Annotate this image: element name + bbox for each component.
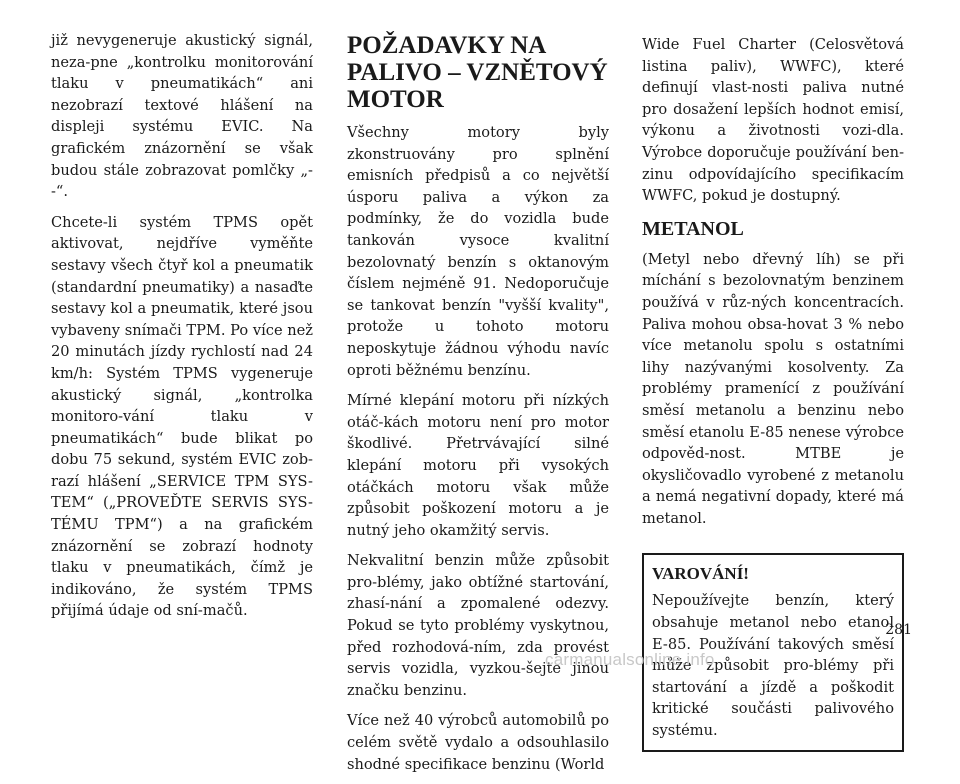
watermark: carmanualsonline.info [545,650,715,669]
column-right [642,34,904,752]
paragraph-wwfc-start: Více než 40 výrobců automobilů po celém světě vydalo a odsouhlasilo shodné specifikace benzinu (World [347,712,609,773]
paragraph-poor-gasoline: Nekvalitní benzin může způsobit pro-blémy, jako obtížné startování, zhasí-nání a zpomalené odezvy. Pokud se tyto problémy vyskytnou, před rozhodová-ním, zda provést servis vozidla, vyzkou-šejte jinou značku benzinu. [347,552,609,699]
heading-methanol: METANOL [642,217,744,240]
paragraph-wwfc-end: Wide Fuel Charter (Celosvětová listina paliv), WWFC), které definují vlast-nosti paliva nutné pro dosažení lepších hodnot emisí, výkonu a životnosti vozi-dla. Výrobce doporučuje používání ben-zinu odpovídajícího specifikacím WWFC, pokud je dostupný. [642,36,904,205]
page-number: 281 [885,622,912,638]
paragraph-engine-knock: Mírné klepání motoru při nízkých otáč-kách motoru není pro motor škodlivé. Přetrvávající silné klepání motoru při vysokých otáčkách motoru však může způsobit poškození motoru a je nutný jeho okamžitý servis. [347,392,609,539]
paragraph-tpms-disabled: již nevygeneruje akustický signál, neza-pne „kontrolku monitorování tlaku v pneumatikách“ ani nezobrazí textové hlášení na displeji systému EVIC. Na grafickém znázornění se však budou stále zobrazovat pomlčky „- -“. [51,32,313,201]
paragraph-methanol: (Metyl nebo dřevný líh) se při míchání s bezolovnatým benzinem používá v růz-ných koncentracích. Paliva mohou obsa-hovat 3 % nebo více metanolu spolu s ostatními lihy nazývanými kosolventy. Za problémy pramenící z používání směsí metanolu a benzinu nebo směsí etanolu E-85 nenese výrobce odpověd-nost. MTBE je okysličovadlo vyrobené z metanolu a nemá negativní dopady, které má metanol. [642,250,904,527]
heading-fuel-requirements: POŽADAVKY NA PALIVO – VZNĚTOVÝ MOTOR [347,32,608,113]
column-middle [347,30,609,784]
paragraph-tpms-reactivate: Chcete-li systém TPMS opět aktivovat, nejdříve vyměňte sestavy všech čtyř kol a pneumatik (standardní pneumatiky) a nasaďte sestavy kol a pneumatik, které jsou vybaveny snímači TPM. Po více než 20 minutách jízdy rychlostí nad 24 km/h: Systém TPMS vygeneruje akustický signál, „kontrolka monitoro-vání tlaku v pneumatikách“ bude blikat po dobu 75 sekund, systém EVIC zob-razí hlášení „SERVICE TPM SYS-TEM“ („PROVEĎTE SERVIS SYS-TÉMU TPM“) a na grafickém znázornění se zobrazí hodnoty tlaku v pneumatikách, čímž je indikováno, že systém TPMS přijímá údaje od sní-mačů. [51,213,313,620]
warning-text: Nepoužívejte benzín, který obsahuje metanol nebo etanol E-85. Používání takových směsí může způsobit pro-blémy při startování a jízdě a poškodit kritické součásti palivového systému. [652,592,894,740]
warning-title: VAROVÁNÍ! [652,564,749,584]
paragraph-fuel-octane: Všechny motory byly zkonstruovány pro splnění emisních předpisů a co největší úsporu paliva a výkon za podmínky, že do vozidla bude tankován vysoce kvalitní bezolovnatý benzín s oktanovým číslem nejméně 91. Nedoporučuje se tankovat benzín "vyšší kvality", protože u tohoto motoru neposkytuje žádnou výhodu navíc oproti běžnému benzínu. [347,124,609,379]
column-left [51,30,313,631]
